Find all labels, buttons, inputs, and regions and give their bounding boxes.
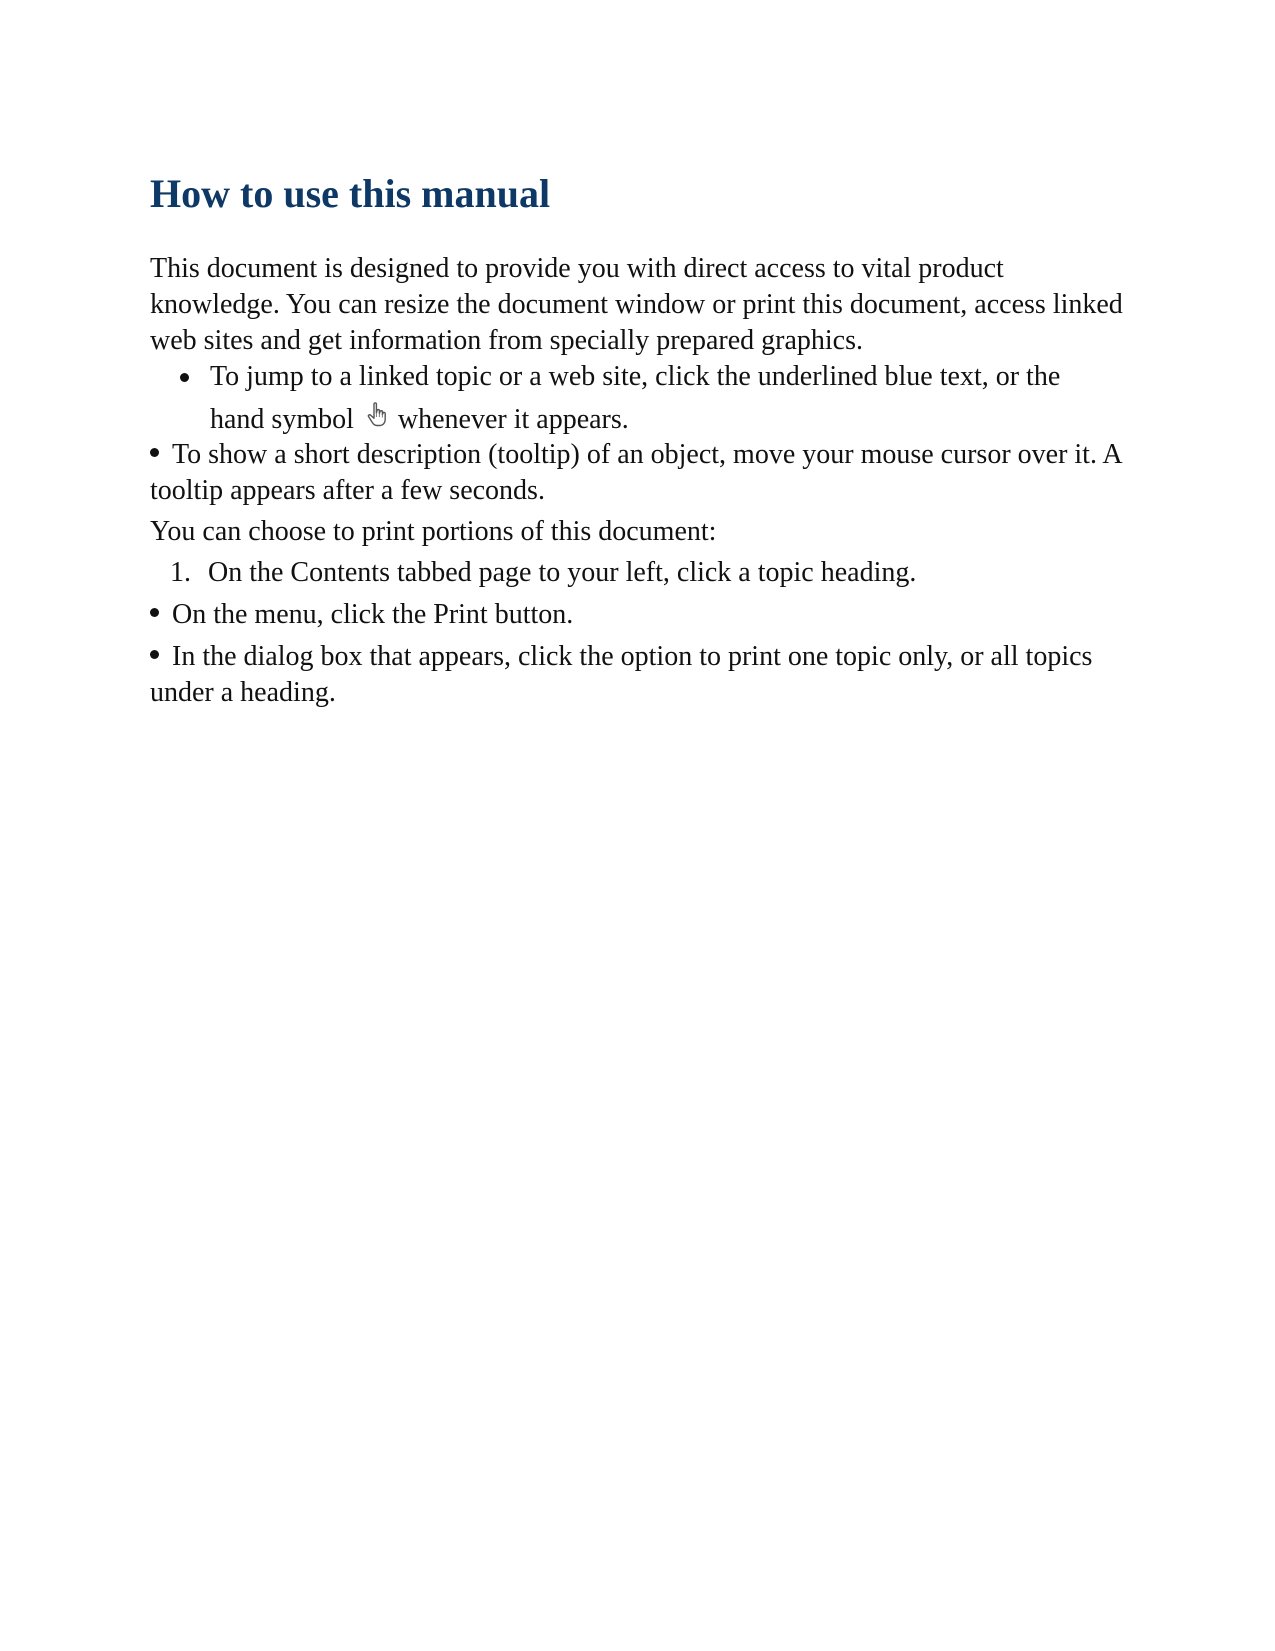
- page-title: How to use this manual: [150, 171, 551, 216]
- print-intro-paragraph: You can choose to print portions of this document:: [150, 516, 717, 547]
- list-item-dialog-box: [150, 639, 1130, 711]
- list-item-text: To show a short description (tooltip) of an object, move your mouse cursor over it. A tooltip appears after a few seconds.: [150, 439, 1122, 506]
- step-number: 1.: [170, 557, 191, 588]
- hand-pointer-icon: [362, 400, 392, 430]
- step-text: On the Contents tabbed page to your left, click a topic heading.: [208, 557, 917, 588]
- list-item-text-line2: [210, 400, 1130, 438]
- bullet-dot: [150, 650, 159, 659]
- list-item-content: [210, 359, 1130, 438]
- bullet-dot: [150, 608, 159, 617]
- bullet-dot: [150, 448, 159, 457]
- list-item-text: In the dialog box that appears, click the option to print one topic only, or all topics under a heading.: [150, 641, 1093, 708]
- intro-paragraph: This document is designed to provide you with direct access to vital product knowledge. You can resize the document window or print this document, access linked web sites and get information from specially prepared graphics.: [150, 253, 1123, 356]
- list-item-tooltip: [150, 437, 1130, 509]
- numbered-step-1: [170, 555, 916, 591]
- hand-symbol-label: hand symbol: [210, 404, 354, 435]
- hand-symbol-trailing-text: whenever it appears.: [397, 404, 629, 435]
- list-item-print-button: [150, 597, 1130, 633]
- list-item-text: On the menu, click the Print button.: [172, 599, 574, 630]
- bullet-dot: [180, 373, 189, 382]
- list-item-text-line1: To jump to a linked topic or a web site, click the underlined blue text, or the: [210, 361, 1061, 392]
